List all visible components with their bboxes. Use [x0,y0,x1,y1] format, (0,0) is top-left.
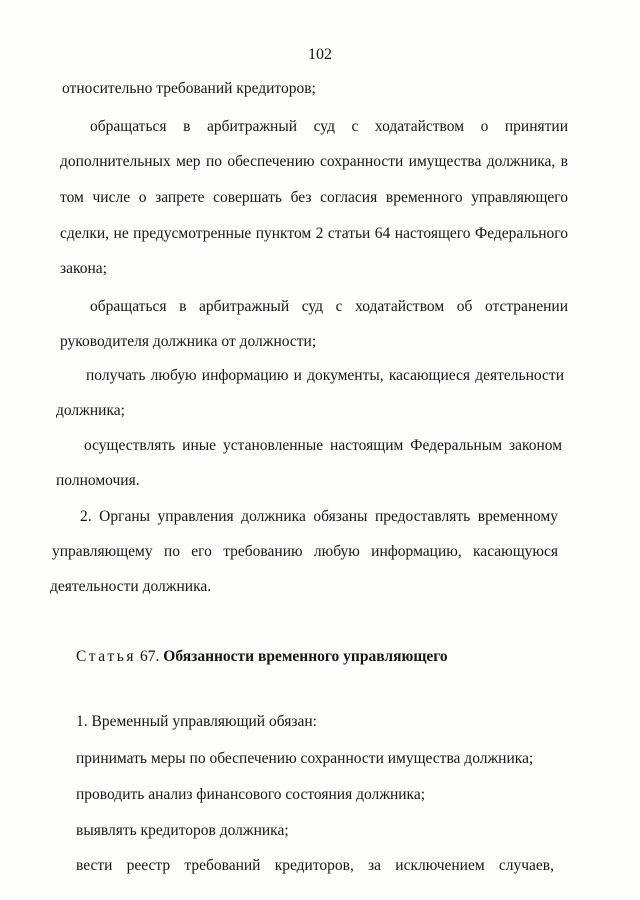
article-prefix: Статья [76,648,137,665]
text-line: проводить анализ финансового состояния должника; [76,786,426,803]
page-number: 102 [308,46,332,63]
text-line: полномочия. [56,472,140,489]
text-line: том числе о запрете совершать без согласия временного управляющего [60,189,568,206]
text-line: обращаться в арбитражный суд с ходатайством об отстранении [90,298,568,315]
text-line: должника; [56,402,125,419]
text-line: выявлять кредиторов должника; [76,822,289,839]
text-line: закона; [60,260,107,277]
text-line: деятельности должника. [50,578,212,595]
text-line: 1. Временный управляющий обязан: [76,713,317,730]
text-line: дополнительных мер по обеспечению сохранности имущества должника, в [60,153,568,170]
text-line: вести реестр требований кредиторов, за исключением случаев, [76,857,554,874]
text-line: осуществлять иные установленные настоящим Федеральным законом [84,437,562,454]
article-number: 67. [140,648,160,665]
text-line: 2. Органы управления должника обязаны предоставлять временному [80,508,558,525]
text-line: управляющему по его требованию любую информацию, касающуюся [52,543,558,560]
text-line: обращаться в арбитражный суд с ходатайством о принятии [90,118,568,135]
text-line: получать любую информацию и документы, касающиеся деятельности [86,367,564,384]
text-line: сделки, не предусмотренные пунктом 2 статьи 64 настоящего Федерального [60,225,568,242]
article-title: Обязанности временного управляющего [163,648,448,665]
text-line: относительно требований кредиторов; [62,80,316,97]
text-line: принимать меры по обеспечению сохранности имущества должника; [76,750,534,767]
article-heading [76,648,448,666]
text-line: руководителя должника от должности; [60,333,317,350]
